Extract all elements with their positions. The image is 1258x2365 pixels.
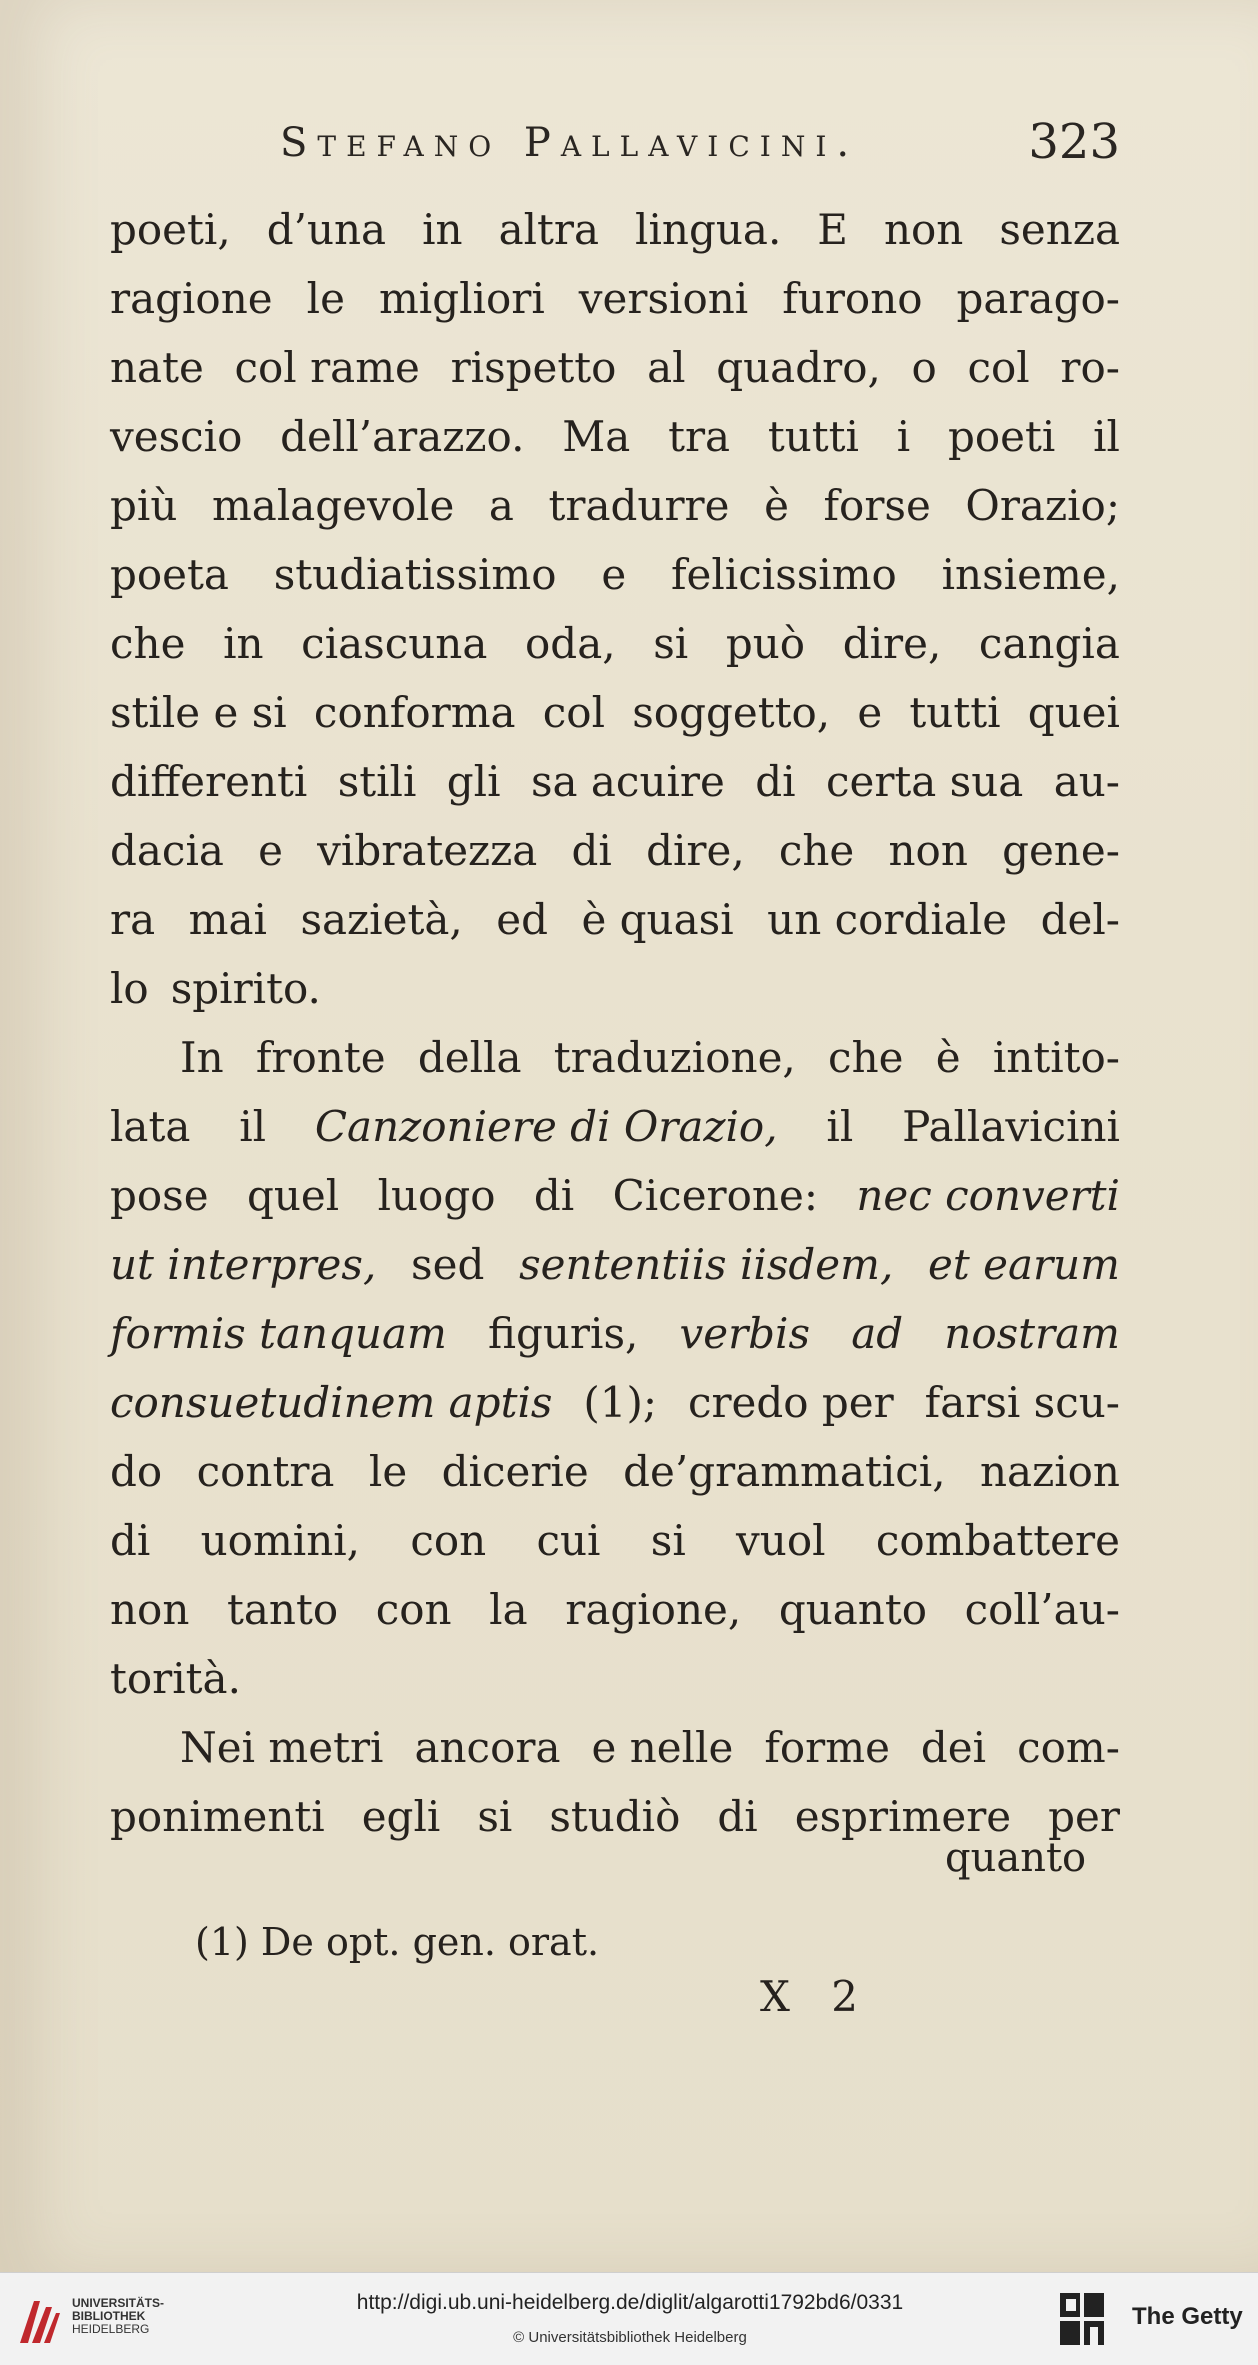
word: più <box>110 481 178 530</box>
word: figuris, <box>487 1309 639 1358</box>
word: nostram <box>944 1309 1120 1358</box>
word: Ma <box>562 412 631 461</box>
word: forse <box>823 481 931 530</box>
word: che <box>778 826 855 875</box>
word: ro- <box>1060 343 1120 392</box>
word: et earum <box>928 1240 1120 1289</box>
text-line <box>110 1506 1120 1575</box>
word: è quasi <box>581 895 734 944</box>
word: versioni <box>578 274 749 323</box>
word: è <box>935 1033 961 1082</box>
word: ragione <box>110 274 273 323</box>
catchword: quanto <box>945 1835 1087 1881</box>
text-line <box>110 471 1120 540</box>
word: E <box>817 205 848 254</box>
word: lo <box>110 964 149 1013</box>
word: dei <box>920 1723 987 1772</box>
word: il <box>826 1102 854 1151</box>
text-line <box>110 1161 1120 1230</box>
library-name-line: HEIDELBERG <box>72 2322 150 2336</box>
word: e <box>857 688 883 737</box>
signature-mark: X 2 <box>760 1972 872 2021</box>
word: per <box>1048 1792 1120 1841</box>
word: del- <box>1040 895 1120 944</box>
word: ragione, <box>565 1585 742 1634</box>
word: con <box>410 1516 487 1565</box>
word: di <box>571 826 612 875</box>
word: dacia <box>110 826 224 875</box>
viewer-footer <box>0 2272 1258 2365</box>
word: e <box>258 826 283 875</box>
text-line <box>110 1299 1120 1368</box>
word: ad <box>851 1309 904 1358</box>
word: verbis <box>679 1309 811 1358</box>
word: nazion <box>979 1447 1120 1496</box>
word: ancora <box>414 1723 561 1772</box>
word: ed <box>496 895 548 944</box>
word: parago- <box>956 274 1120 323</box>
word: di <box>110 1516 151 1565</box>
word: sa acuire <box>530 757 725 806</box>
word: uomini, <box>200 1516 361 1565</box>
text-line <box>110 747 1120 816</box>
word: fronte <box>255 1033 386 1082</box>
text-line <box>110 1437 1120 1506</box>
word: combattere <box>875 1516 1120 1565</box>
partner-name: The Getty <box>1132 2303 1243 2330</box>
word: nate <box>110 343 204 392</box>
library-name-line: BIBLIOTHEK <box>72 2309 146 2323</box>
copyright-notice: © Universitätsbibliothek Heidelberg <box>513 2329 747 2346</box>
word: che <box>828 1033 904 1082</box>
word: di <box>533 1171 575 1220</box>
word: contra <box>196 1447 335 1496</box>
word: formis tanquam <box>110 1309 447 1358</box>
text-line <box>110 1092 1120 1161</box>
word: il <box>1093 412 1120 461</box>
word: vescio <box>110 412 243 461</box>
word: Nei metri <box>180 1723 384 1772</box>
word: nec converti <box>856 1171 1120 1220</box>
word: o <box>911 343 937 392</box>
word: in <box>422 205 463 254</box>
running-title: Stefano Pallavicini. <box>280 120 860 166</box>
text-line <box>110 816 1120 885</box>
word: gene- <box>1002 826 1120 875</box>
word: di <box>717 1792 758 1841</box>
word: differenti <box>110 757 308 806</box>
word: della <box>417 1033 522 1082</box>
permalink-url[interactable]: http://digi.ub.uni-heidelberg.de/diglit/algarotti1792bd6/0331 <box>356 2291 904 2314</box>
word: si <box>653 619 689 668</box>
word: vuol <box>736 1516 826 1565</box>
word: quanto <box>778 1585 928 1634</box>
word: poeta <box>110 550 229 599</box>
library-name <box>72 2297 164 2336</box>
word: ra <box>110 895 156 944</box>
word: non <box>110 1585 190 1634</box>
word: sazietà, <box>300 895 463 944</box>
word: conforma <box>313 688 516 737</box>
word: ut interpres, <box>110 1240 377 1289</box>
word: e <box>601 550 627 599</box>
word: certa sua <box>825 757 1024 806</box>
word: insieme, <box>941 550 1120 599</box>
text-line <box>110 678 1120 747</box>
word: tutti <box>767 412 859 461</box>
word: ponimenti <box>110 1792 325 1841</box>
word: pose <box>110 1171 209 1220</box>
word: coll’au- <box>964 1585 1120 1634</box>
word: col <box>542 688 606 737</box>
text-line <box>110 1713 1120 1782</box>
word: egli <box>361 1792 441 1841</box>
word: vibratezza <box>317 826 538 875</box>
word: Cicerone: <box>612 1171 818 1220</box>
footnote: (1) De opt. gen. orat. <box>195 1920 600 1964</box>
word: Pallavicini <box>902 1102 1120 1151</box>
word: felicissimo <box>670 550 897 599</box>
word: com- <box>1017 1723 1120 1772</box>
word: dicerie <box>441 1447 589 1496</box>
word: migliori <box>378 274 545 323</box>
word: quei <box>1027 688 1120 737</box>
text-line <box>110 402 1120 471</box>
word: esprimere <box>794 1792 1012 1841</box>
word: lata <box>110 1102 191 1151</box>
word: luogo <box>377 1171 496 1220</box>
word: spirito. <box>170 964 321 1013</box>
word: stili <box>337 757 417 806</box>
text-line <box>110 609 1120 678</box>
word: il <box>239 1102 267 1151</box>
text-line <box>110 1368 1120 1437</box>
word: poeti <box>947 412 1056 461</box>
word: non <box>888 826 968 875</box>
word: studiò <box>549 1792 681 1841</box>
word: al <box>647 343 686 392</box>
word: un cordiale <box>767 895 1008 944</box>
word: sententiis iisdem, <box>519 1240 894 1289</box>
text-line <box>110 540 1120 609</box>
word: tradurre <box>548 481 730 530</box>
word: la <box>489 1585 528 1634</box>
word: au- <box>1053 757 1120 806</box>
university-library-logo-icon <box>14 2293 64 2349</box>
word: do <box>110 1447 163 1496</box>
word: tutti <box>909 688 1001 737</box>
word: cangia <box>978 619 1120 668</box>
word: dire, <box>842 619 942 668</box>
word: lingua. <box>635 205 782 254</box>
word: farsi scu- <box>924 1378 1120 1427</box>
word: le <box>368 1447 408 1496</box>
word: ciascuna <box>301 619 488 668</box>
word: rispetto <box>450 343 617 392</box>
text-line <box>110 264 1120 333</box>
word: i <box>896 412 911 461</box>
word: senza <box>999 205 1120 254</box>
word: di <box>755 757 796 806</box>
word: consuetudinem aptis <box>110 1378 553 1427</box>
word: Orazio; <box>965 481 1120 530</box>
page-number: 323 <box>1028 114 1120 170</box>
text-line <box>110 1230 1120 1299</box>
body-text <box>110 195 1120 1851</box>
word: traduzione, <box>553 1033 796 1082</box>
text-line <box>110 1644 1120 1713</box>
word: malagevole <box>211 481 455 530</box>
word: sed <box>411 1240 485 1289</box>
word: non <box>883 205 964 254</box>
word: de’grammatici, <box>623 1447 946 1496</box>
text-line <box>110 333 1120 402</box>
word: studiatissimo <box>273 550 557 599</box>
word: a <box>488 481 514 530</box>
word: le <box>306 274 345 323</box>
word: dire, <box>646 826 745 875</box>
word: che <box>110 619 186 668</box>
word: soggetto, <box>632 688 831 737</box>
word: d’una <box>266 205 387 254</box>
word: Canzoniere di Orazio, <box>314 1102 778 1151</box>
text-line <box>110 885 1120 954</box>
word: e nelle <box>591 1723 734 1772</box>
getty-logo-icon <box>1058 2291 1108 2349</box>
text-line <box>110 1575 1120 1644</box>
word: torità. <box>110 1654 241 1703</box>
page-header <box>280 114 1120 190</box>
word: intito- <box>992 1033 1120 1082</box>
word: gli <box>446 757 501 806</box>
word: oda, <box>525 619 616 668</box>
word: si <box>650 1516 686 1565</box>
word: tra <box>668 412 731 461</box>
word: dell’arazzo. <box>280 412 525 461</box>
word: forme <box>764 1723 890 1772</box>
word: altra <box>498 205 600 254</box>
word: poeti, <box>110 205 231 254</box>
word: credo per <box>687 1378 894 1427</box>
word: in <box>223 619 264 668</box>
text-line <box>110 195 1120 264</box>
word: può <box>725 619 806 668</box>
word: si <box>477 1792 513 1841</box>
word: tanto <box>226 1585 339 1634</box>
word: In <box>180 1033 224 1082</box>
library-name-line: UNIVERSITÄTS- <box>72 2296 165 2310</box>
word: col <box>967 343 1030 392</box>
word: quel <box>246 1171 340 1220</box>
word: con <box>375 1585 452 1634</box>
text-line <box>110 954 1120 1023</box>
word: stile e si <box>110 688 287 737</box>
word: cui <box>536 1516 601 1565</box>
word: furono <box>782 274 923 323</box>
word: (1); <box>583 1378 658 1427</box>
word: mai <box>188 895 267 944</box>
text-line <box>110 1023 1120 1092</box>
word: col rame <box>234 343 420 392</box>
word: è <box>764 481 789 530</box>
word: quadro, <box>716 343 881 392</box>
